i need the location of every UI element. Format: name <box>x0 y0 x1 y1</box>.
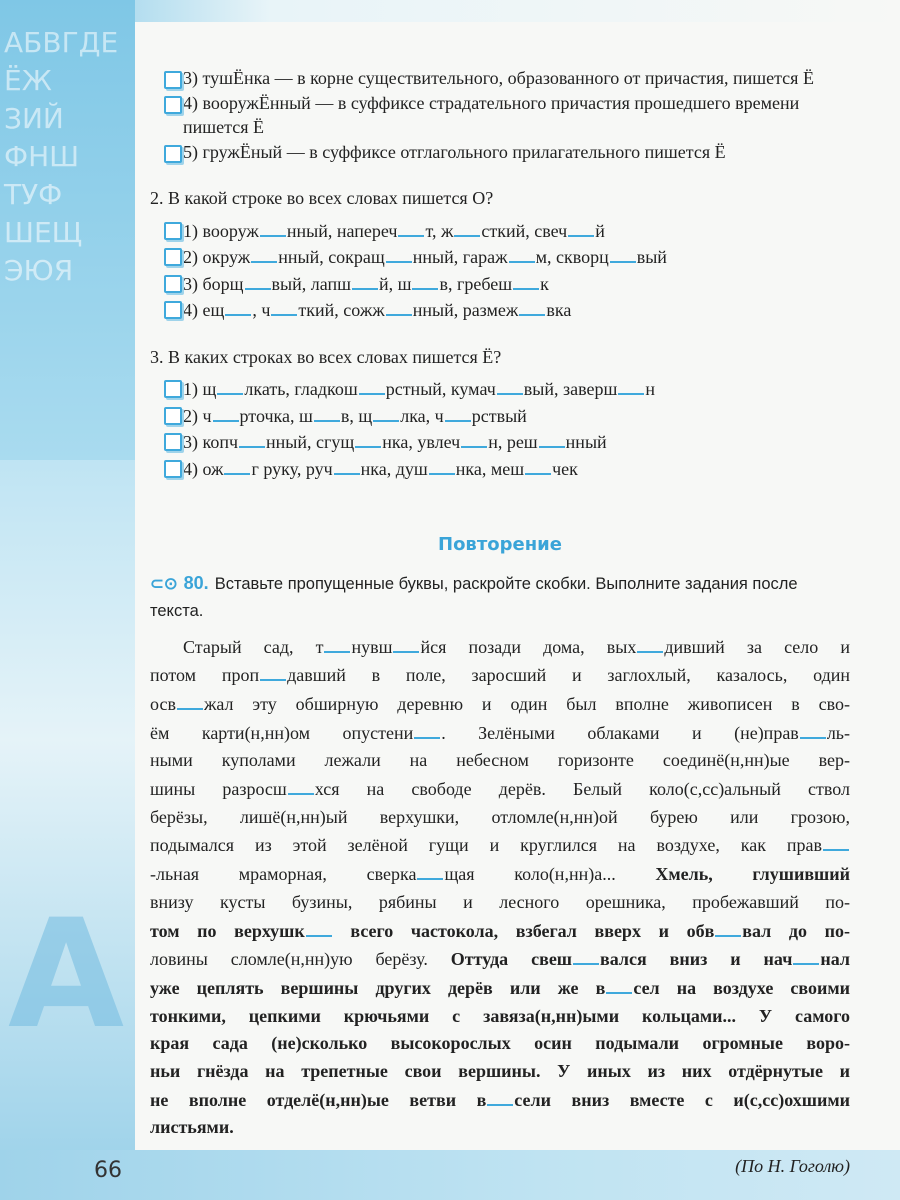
page-content <box>150 66 850 1179</box>
blank-field <box>334 455 360 475</box>
text-line: берёзы, лишё(н,нн)ый верхушки, отломле(н,нн)ой бурею или грозою, <box>150 806 850 827</box>
blank-field <box>224 455 250 475</box>
text-line: уже цеплять вершины других дерёв или же в сел на воздухе своими <box>150 974 850 1003</box>
question-title: 3. В каких строках во всех словах пишется Ё? <box>150 346 502 367</box>
blank-field <box>271 296 297 316</box>
blank-field <box>414 719 440 739</box>
checkbox[interactable] <box>164 275 182 293</box>
blank-field <box>213 402 239 422</box>
blank-field <box>509 243 535 263</box>
option: 3) тушЁнка — в корне существительного, образованного от причастия, пишется Ё <box>150 66 850 91</box>
link-icon: ⊂⊙ <box>150 574 178 593</box>
option: 1) вооруж нный, напереч т, ж сткий, свеч й <box>150 217 850 244</box>
checkbox[interactable] <box>164 145 182 163</box>
blank-field <box>417 860 443 880</box>
text-line: ём карти(н,нн)ом опустени . Зелёными облаками и (не)прав ль- <box>150 719 850 748</box>
option: 5) гружЁный — в суффиксе отглагольного прилагательного пишется Ё <box>150 140 850 165</box>
blank-field <box>412 270 438 290</box>
blank-field <box>393 633 419 653</box>
text-line: Старый сад, т нувш йся позади дома, вых дивший за село и <box>150 633 850 662</box>
question-3 <box>150 345 850 482</box>
question-title: 2. В какой строке во всех словах пишется О? <box>150 188 494 208</box>
blank-field <box>251 243 277 263</box>
blank-field <box>429 455 455 475</box>
blank-field <box>239 428 265 448</box>
option: 3) борщ вый, лапш й, ш в, гребеш к <box>150 270 850 297</box>
checkbox[interactable] <box>164 433 182 451</box>
text-line: тонкими, цепкими крючьями с завяза(н,нн)ыми кольцами... У самого <box>150 1005 850 1026</box>
blank-field <box>568 217 594 237</box>
option: 2) окруж нный, сокращ нный, гараж м, скворц вый <box>150 243 850 270</box>
blank-field <box>461 428 487 448</box>
blank-field <box>306 917 332 937</box>
option: 3) копч нный, сгущ нка, увлеч н, реш нный <box>150 428 850 455</box>
task-number: 80. <box>183 572 209 593</box>
text-line: ловины сломле(н,нн)ую берёзу. Оттуда свеш вался вниз и нач нал <box>150 945 850 974</box>
checkbox[interactable] <box>164 71 182 89</box>
text-line: листьями. <box>150 1117 234 1138</box>
blank-field <box>823 831 849 851</box>
checkbox[interactable] <box>164 380 182 398</box>
blank-field <box>487 1086 513 1106</box>
blank-field <box>637 633 663 653</box>
ghost-letters-decor: АБВГДЕЁЖ ЗИЙ ФНШ ТУФ ШЕЩ ЭЮЯ <box>4 26 119 287</box>
blank-field <box>525 455 551 475</box>
text-line: осв жал эту обширную деревню и один был вполне живописен в сво- <box>150 690 850 719</box>
blank-field <box>352 270 378 290</box>
blank-field <box>800 719 826 739</box>
blank-field <box>519 296 545 316</box>
text-line: подымался из этой зелёной гущи и круглился на воздухе, как прав <box>150 831 850 860</box>
checkbox[interactable] <box>164 460 182 478</box>
blank-field <box>454 217 480 237</box>
text-line: края сада (не)сколько высокорослых осин подымали огромные воро- <box>150 1033 850 1054</box>
blank-field <box>398 217 424 237</box>
blank-field <box>314 402 340 422</box>
text-line: том по верхушк всего частокола, взбегал вверх и обв вал до по- <box>150 917 850 946</box>
blank-field <box>324 633 350 653</box>
page-number: 66 <box>94 1158 122 1183</box>
text-line: ньи гнёзда на трепетные свои вершины. У иных из них отдёрнутые и <box>150 1061 850 1082</box>
blank-field <box>217 375 243 395</box>
blank-field <box>373 402 399 422</box>
source-attribution: (По Н. Гоголю) <box>735 1156 850 1177</box>
checkbox[interactable] <box>164 407 182 425</box>
option: 4) ещ , ч ткий, сожж нный, размеж вка <box>150 296 850 323</box>
text-line: не вполне отделё(н,нн)ые ветви в сели вниз вместе с и(с,сс)охшими <box>150 1086 850 1115</box>
text-line: -льная мраморная, сверка щая коло(н,нн)а... Хмель, глушивший <box>150 860 850 889</box>
blank-field <box>386 296 412 316</box>
top-decor-band <box>0 0 900 22</box>
section-title: Повторение <box>438 534 562 555</box>
option: 1) щ лкать, гладкош рстный, кумач вый, заверш н <box>150 375 850 402</box>
text-line: потом проп давший в поле, заросший и заглохлый, казалось, один <box>150 661 850 690</box>
question-2 <box>150 186 850 323</box>
blank-field <box>573 945 599 965</box>
blank-field <box>260 661 286 681</box>
blank-field <box>260 217 286 237</box>
blank-field <box>618 375 644 395</box>
text-line: внизу кусты бузины, рябины и лесного орешника, пробежавший по- <box>150 891 850 912</box>
option: 4) ож г руку, руч нка, душ нка, меш чек <box>150 455 850 482</box>
checkbox[interactable] <box>164 96 182 114</box>
checkbox[interactable] <box>164 248 182 266</box>
checkbox[interactable] <box>164 301 182 319</box>
blank-field <box>386 243 412 263</box>
blank-field <box>225 296 251 316</box>
blank-field <box>606 974 632 994</box>
blank-field <box>610 243 636 263</box>
option: 4) вооружЁнный — в суффиксе страдательного причастия прошедшего времени пишется Ё <box>150 91 850 140</box>
blank-field <box>497 375 523 395</box>
blank-field <box>539 428 565 448</box>
task-text: Вставьте пропущенные буквы, раскройте скобки. Выполните задания после текста. <box>150 574 798 620</box>
big-letter-decor: А <box>8 888 125 1062</box>
text-line: шины разросш хся на свободе дерёв. Белый коло(с,сс)альный ствол <box>150 775 850 804</box>
blank-field <box>245 270 271 290</box>
checkbox[interactable] <box>164 222 182 240</box>
blank-field <box>177 690 203 710</box>
blank-field <box>355 428 381 448</box>
blank-field <box>359 375 385 395</box>
option: 2) ч рточка, ш в, щ лка, ч рствый <box>150 402 850 429</box>
blank-field <box>288 775 314 795</box>
blank-field <box>445 402 471 422</box>
q1-options <box>150 66 850 164</box>
task-80 <box>150 570 850 625</box>
blank-field <box>513 270 539 290</box>
blank-field <box>793 945 819 965</box>
blank-field <box>715 917 741 937</box>
exercise-text <box>150 633 850 1143</box>
text-line: ными куполами лежали на небесном горизонте соединё(н,нн)ые вер- <box>150 750 850 771</box>
